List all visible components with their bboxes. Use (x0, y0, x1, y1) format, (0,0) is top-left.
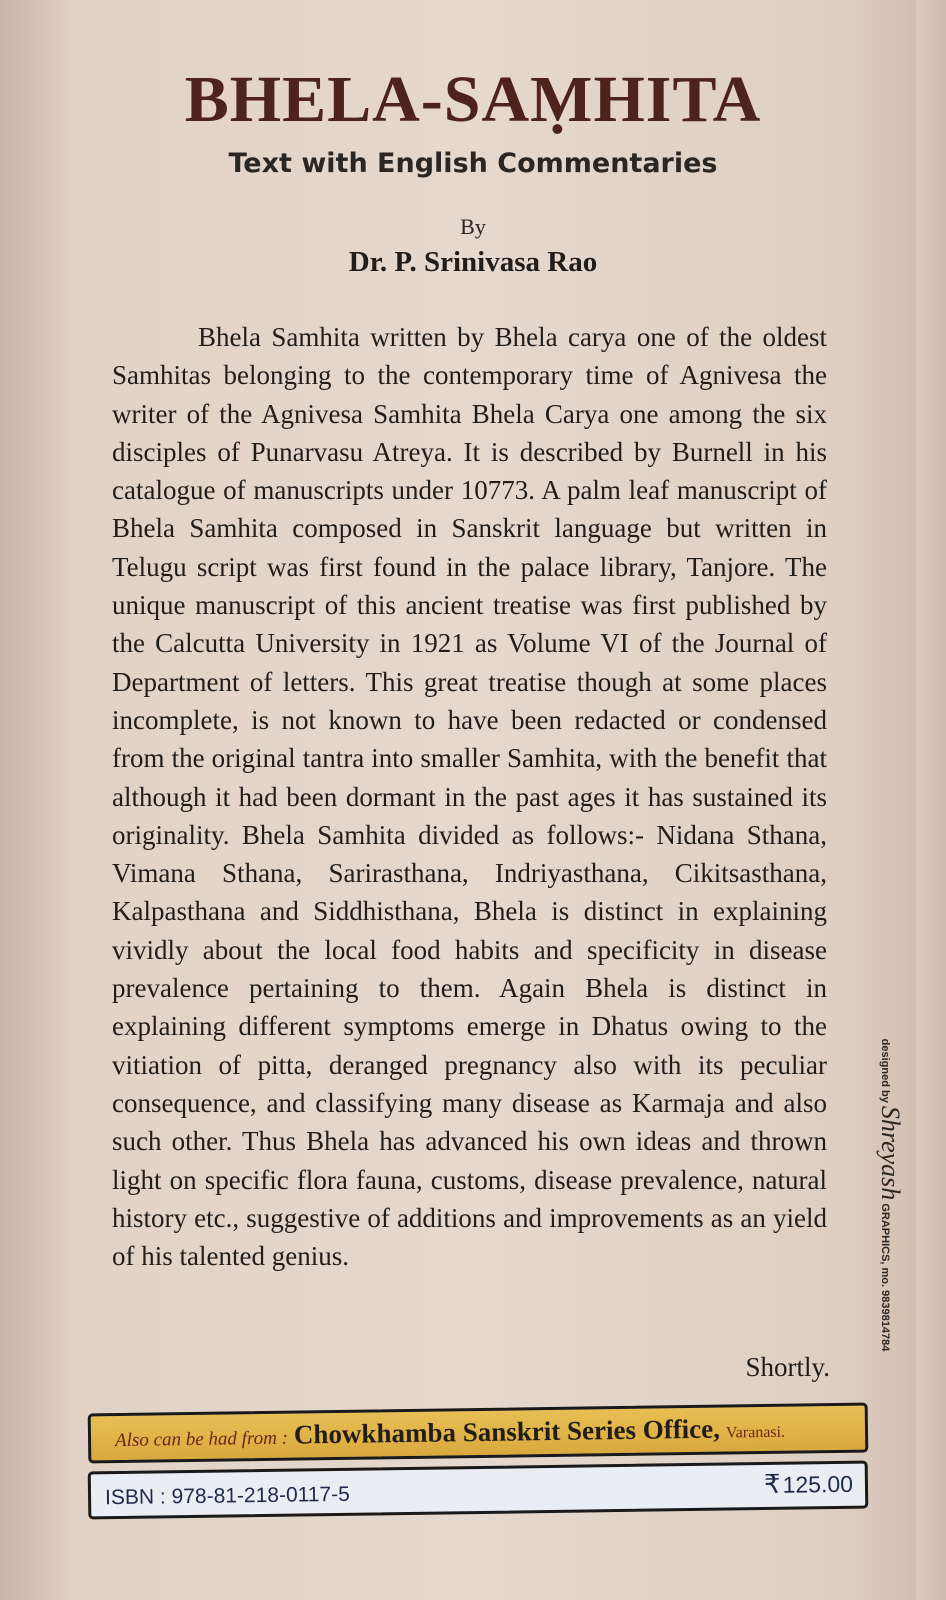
publisher-name: Chowkhamba Sanskrit Series Office, (293, 1413, 721, 1450)
book-subtitle: Text with English Commentaries (228, 148, 718, 179)
publisher-city: Varanasi. (725, 1423, 786, 1442)
cover-edge (916, 0, 946, 1600)
book-description: Bhela Samhita written by Bhela carya one of the oldest Samhitas belonging to the contemporary time of Agnivesa the writer of the Agnivesa Samhita Bhela Carya one among the six disciples of Punarvasu Atreya. It is described by Burnell in his catalogue of manuscripts under 10773. A palm leaf manuscript of Bhela Samhita composed in Sanskrit language but written in Telugu script was first found in the palace library, Tanjore. The unique manuscript of this ancient treatise was first published by the Calcutta University in 1921 as Volume VI of the Journal of Department of letters. This great treatise though at some places incomplete, is not known to have been redacted or condensed from the original tantra into smaller Samhita, with the benefit that although it had been dormant in the past ages it has sustained its originality. Bhela Samhita divided as follows:- Nidana Sthana, Vimana Sthana, Sarirasthana, Indriyasthana, Cikitsasthana, Kalpasthana and Siddhisthana, Bhela is distinct in explaining vividly about the local food habits and specificity in disease prevalence pertaining to them. Again Bhela is distinct in explaining different symptoms emerge in Dhatus owing to the vitiation of pitta, deranged pregnancy also with its peculiar consequence, and classifying many disease as Karmaja and also such other. Thus Bhela has advanced his own ideas and thrown light on specific flora fauna, customs, disease prevalence, natural history etc., suggestive of additions and improvements as an yield of his talented genius. (112, 322, 827, 1272)
designer-credit-name: Shreyash (876, 1105, 905, 1201)
designer-credit-prefix: designed by (879, 1038, 891, 1103)
rupee-icon: ₹ (763, 1468, 781, 1500)
availability-band (88, 1403, 869, 1464)
designer-credit-suffix: GRAPHICS, mo. 9839814784 (879, 1203, 891, 1352)
availability-lead: Also can be had from : (114, 1427, 289, 1452)
closing-note: Shortly. (745, 1352, 830, 1382)
book-title: BHELA-SAṂHITA (184, 63, 762, 136)
price-label (764, 1468, 853, 1500)
price-value: 125.00 (782, 1470, 854, 1498)
author-name: Dr. P. Srinivasa Rao (348, 246, 598, 278)
by-label: By (460, 214, 486, 239)
designer-credit (875, 1005, 905, 1385)
isbn-price-band (88, 1461, 869, 1520)
isbn-label: ISBN : 978-81-218-0117-5 (104, 1482, 350, 1510)
